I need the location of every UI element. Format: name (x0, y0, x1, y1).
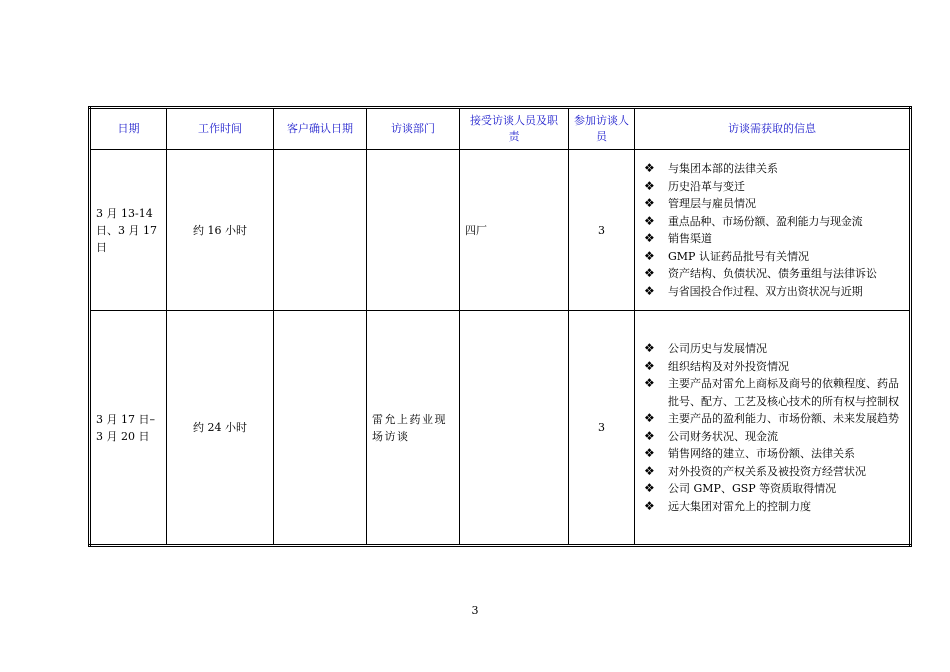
list-item: ❖ 公司财务状况、现金流 (640, 428, 904, 446)
header-info: 访谈需获取的信息 (635, 108, 911, 150)
diamond-bullet-icon: ❖ (644, 498, 655, 513)
date-cell: 3 月 17 日–3 月 20 日 (90, 311, 167, 546)
diamond-bullet-icon: ❖ (644, 446, 655, 460)
participants-cell: 3 (569, 311, 635, 546)
header-interviewee: 接受访谈人员及职责 (460, 108, 569, 150)
list-item: ❖ 管理层与雇员情况 (640, 195, 904, 213)
header-client-confirm-date: 客户确认日期 (274, 108, 367, 150)
table-row (90, 150, 911, 311)
list-item: ❖ 与集团本部的法律关系 (640, 160, 904, 178)
info-cell (635, 311, 911, 546)
list-item: ❖ 销售网络的建立、市场份额、法律关系 (640, 445, 904, 463)
list-item: ❖ 公司 GMP、GSP 等资质取得情况 (640, 480, 904, 498)
diamond-bullet-icon: ❖ (644, 428, 655, 443)
diamond-bullet-icon: ❖ (644, 231, 655, 245)
list-item: ❖ 公司历史与发展情况 (640, 340, 904, 358)
diamond-bullet-icon: ❖ (644, 196, 655, 210)
diamond-bullet-icon: ❖ (644, 411, 655, 425)
header-department: 访谈部门 (367, 108, 460, 150)
department-cell (367, 150, 460, 311)
list-item: ❖ 远大集团对雷允上的控制力度 (640, 498, 904, 516)
diamond-bullet-icon: ❖ (644, 248, 655, 263)
list-item: ❖ 主要产品对雷允上商标及商号的依赖程度、药品批号、配方、工艺及核心技术的所有权与控制权 (644, 376, 899, 408)
list-item: ❖ 资产结构、负债状况、债务重组与法律诉讼 (640, 265, 904, 283)
header-participants: 参加访谈人员 (569, 108, 635, 150)
diamond-bullet-icon: ❖ (644, 463, 655, 478)
info-cell (635, 150, 911, 311)
interviewee-cell (460, 311, 569, 546)
list-item: ❖ 主要产品的盈利能力、市场份额、未来发展趋势 (640, 410, 904, 428)
date-cell: 3 月 13-14 日、3 月 17 日 (90, 150, 167, 311)
diamond-bullet-icon: ❖ (644, 481, 655, 495)
client-confirm-date-cell (274, 311, 367, 546)
client-confirm-date-cell (274, 150, 367, 311)
table-row (90, 311, 911, 546)
list-item: ❖ 重点品种、市场份额、盈利能力与现金流 (640, 213, 904, 231)
participants-cell: 3 (569, 150, 635, 311)
page-number: 3 (471, 604, 479, 617)
list-item: ❖ 对外投资的产权关系及被投资方经营状况 (640, 463, 904, 481)
list-item: ❖ 历史沿革与变迁 (640, 178, 904, 196)
header-work-time: 工作时间 (167, 108, 274, 150)
department-cell: 雷允上药业现场访谈 (367, 311, 460, 546)
diamond-bullet-icon: ❖ (644, 283, 655, 298)
work-time-cell: 约 16 小时 (167, 150, 274, 311)
list-item: ❖ 销售渠道 (640, 230, 904, 248)
diamond-bullet-icon: ❖ (644, 358, 655, 373)
work-time-cell: 约 24 小时 (167, 311, 274, 546)
table-header-row (90, 108, 911, 150)
interview-schedule-table (88, 106, 912, 547)
interviewee-cell: 四厂 (460, 150, 569, 311)
diamond-bullet-icon: ❖ (644, 266, 655, 280)
header-date: 日期 (90, 108, 167, 150)
info-list (640, 340, 904, 515)
diamond-bullet-icon: ❖ (644, 213, 655, 228)
diamond-bullet-icon: ❖ (644, 376, 655, 390)
list-item: ❖ GMP 认证药品批号有关情况 (640, 248, 904, 266)
diamond-bullet-icon: ❖ (644, 341, 655, 355)
diamond-bullet-icon: ❖ (644, 178, 655, 193)
list-item: ❖ 组织结构及对外投资情况 (640, 358, 904, 376)
diamond-bullet-icon: ❖ (644, 161, 655, 175)
list-item: ❖ 与省国投合作过程、双方出资状况与近期 (640, 283, 904, 301)
info-list (640, 160, 904, 300)
